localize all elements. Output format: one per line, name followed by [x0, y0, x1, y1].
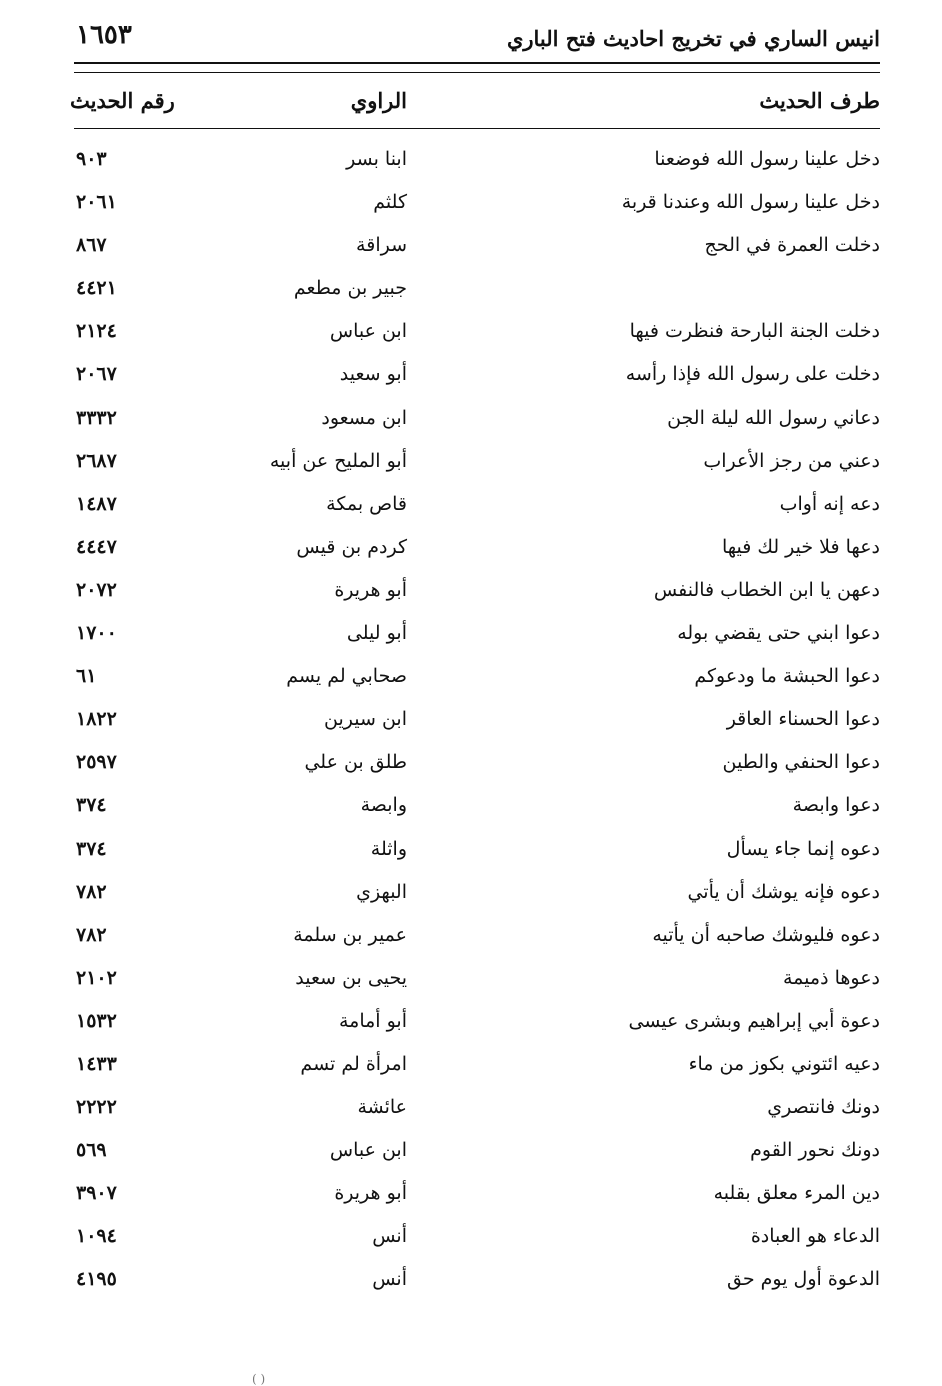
- narrator-name: ابن مسعود: [321, 406, 407, 429]
- hadith-number: ٣٣٣٢: [76, 406, 117, 429]
- narrator-name: يحيى بن سعيد: [295, 966, 407, 989]
- hadith-number: ٤٤٤٧: [76, 535, 117, 558]
- table-row: [0, 1004, 942, 1047]
- hadith-number: ٢٠٦١: [76, 191, 117, 214]
- hadith-number: ١٥٣٢: [76, 1009, 117, 1032]
- table-row: [0, 142, 942, 185]
- hadith-number: ٦١: [76, 665, 97, 688]
- narrator-name: واثلة: [370, 837, 407, 860]
- narrator-name: أبو هريرة: [334, 578, 407, 601]
- hadith-number: ٧٨٢: [76, 880, 107, 903]
- hadith-text: دعيه ائتوني بكوز من ماء: [688, 1052, 880, 1075]
- header-rule: [74, 62, 880, 64]
- hadith-text: دعوه إنما جاء يسأل: [726, 837, 880, 860]
- narrator-name: أبو المليح عن أبيه: [269, 449, 407, 472]
- column-header-rule: [74, 128, 880, 129]
- hadith-number: ٢١٠٢: [76, 966, 117, 989]
- narrator-name: وابصة: [360, 794, 407, 817]
- hadith-text: دخلت العمرة في الحج: [704, 234, 880, 257]
- hadith-text: دعاني رسول الله ليلة الجن: [667, 406, 880, 429]
- running-title: انيس الساري في تخريج احاديث فتح الباري: [506, 26, 880, 51]
- table-row: [0, 616, 942, 659]
- narrator-name: أنس: [372, 1225, 407, 1248]
- narrator-name: صحابي لم يسم: [286, 665, 407, 688]
- narrator-name: أبو هريرة: [334, 1182, 407, 1205]
- narrator-name: قاص بمكة: [326, 492, 407, 515]
- hadith-text: دخل علينا رسول الله فوضعنا: [654, 148, 880, 170]
- narrator-name: كلثم: [373, 191, 407, 214]
- column-header-narrator: الراوي: [350, 88, 407, 113]
- table-row: [0, 444, 942, 487]
- hadith-number: ٤٤٢١: [76, 277, 117, 300]
- hadith-number: ٨٦٧: [76, 234, 107, 257]
- hadith-text: دعوا الحبشة ما ودعوكم: [694, 665, 880, 688]
- hadith-number: ٣٩٠٧: [76, 1182, 117, 1205]
- hadith-number: ١٠٩٤: [76, 1225, 117, 1248]
- narrator-name: جبير بن مطعم: [293, 277, 407, 300]
- hadith-text: دعوة أبي إبراهيم وبشرى عيسى: [628, 1009, 880, 1032]
- table-row: [0, 271, 942, 314]
- hadith-number: ٥٦٩: [76, 1139, 107, 1162]
- hadith-number: ٢٢٢٢: [76, 1096, 117, 1119]
- table-row: [0, 832, 942, 875]
- hadith-number: ١٨٢٢: [76, 708, 117, 731]
- narrator-name: كردم بن قيس: [296, 535, 407, 558]
- column-header-hadith: طرف الحديث: [759, 88, 880, 113]
- narrator-name: طلق بن علي: [304, 751, 407, 774]
- table-row: [0, 702, 942, 745]
- table-row: [0, 530, 942, 573]
- hadith-number: ٣٧٤: [76, 837, 107, 860]
- column-header-number: رقم الحديث: [70, 88, 175, 113]
- narrator-name: ابن عباس: [329, 1139, 407, 1162]
- narrator-name: البهزي: [356, 880, 407, 903]
- hadith-text: دعوا وابصة: [792, 794, 880, 817]
- table-row: [0, 1090, 942, 1133]
- table-row: [0, 487, 942, 530]
- table-row: [0, 788, 942, 831]
- table-row: [0, 314, 942, 357]
- hadith-text: دعها فلا خير لك فيها: [721, 535, 880, 558]
- hadith-number: ١٤٣٣: [76, 1052, 117, 1075]
- hadith-number: ١٤٨٧: [76, 492, 117, 515]
- hadith-text: دعوه فليوشك صاحبه أن يأتيه: [652, 923, 880, 946]
- hadith-text: دخلت على رسول الله فإذا رأسه: [625, 363, 880, 386]
- narrator-name: أبو أمامة: [338, 1009, 407, 1032]
- table-row: [0, 1219, 942, 1262]
- table-row: [0, 659, 942, 702]
- narrator-name: ابن سيرين: [324, 708, 407, 731]
- table-row: [0, 401, 942, 444]
- table-row: [0, 228, 942, 271]
- hadith-number: ٤١٩٥: [76, 1268, 117, 1291]
- hadith-number: ٧٨٢: [76, 923, 107, 946]
- hadith-number: ٢٠٧٢: [76, 578, 117, 601]
- header-rule-thin: [74, 72, 880, 73]
- hadith-text: دخل علينا رسول الله وعندنا قربة: [621, 191, 880, 214]
- table-row: [0, 1262, 942, 1305]
- table-row: [0, 875, 942, 918]
- hadith-text: دعهن يا ابن الخطاب فالنفس: [653, 578, 880, 601]
- hadith-text: دعه إنه أواب: [779, 492, 880, 515]
- hadith-index-table: [0, 142, 942, 1306]
- hadith-number: ٢٠٦٧: [76, 363, 117, 386]
- narrator-name: عائشة: [357, 1096, 407, 1119]
- hadith-text: دونك فانتصري: [767, 1096, 880, 1119]
- narrator-name: أبو سعيد: [339, 363, 407, 386]
- hadith-number: ٢٥٩٧: [76, 751, 117, 774]
- hadith-text: دعوه فإنه يوشك أن يأتي: [687, 880, 880, 903]
- hadith-text: الدعوة أول يوم حق: [727, 1268, 880, 1291]
- hadith-number: ١٧٠٠: [76, 622, 117, 645]
- narrator-name: امرأة لم تسم: [300, 1052, 407, 1075]
- table-row: [0, 918, 942, 961]
- table-row: [0, 357, 942, 400]
- table-row: [0, 961, 942, 1004]
- hadith-text: دعني من رجز الأعراب: [703, 449, 880, 472]
- table-row: [0, 1047, 942, 1090]
- table-row: [0, 745, 942, 788]
- table-row: [0, 573, 942, 616]
- hadith-number: ٣٧٤: [76, 794, 107, 817]
- hadith-number: ٩٠٣: [76, 148, 107, 170]
- narrator-name: أبو ليلى: [346, 622, 407, 645]
- narrator-name: ابن عباس: [329, 320, 407, 343]
- hadith-text: الدعاء هو العبادة: [750, 1225, 880, 1248]
- narrator-name: ابنا بسر: [346, 148, 407, 170]
- table-row: [0, 1176, 942, 1219]
- hadith-text: دعوا ابني حتى يقضي بوله: [677, 622, 880, 645]
- hadith-text: دين المرء معلق بقلبه: [713, 1182, 880, 1205]
- hadith-text: دعوها ذميمة: [782, 966, 880, 989]
- scan-mark: ( ): [252, 1372, 266, 1386]
- hadith-text: دعوا الحنفي والطين: [722, 751, 880, 774]
- hadith-text: دونك نحور القوم: [750, 1139, 880, 1162]
- narrator-name: سراقة: [356, 234, 407, 257]
- narrator-name: أنس: [372, 1268, 407, 1291]
- narrator-name: عمير بن سلمة: [293, 923, 407, 946]
- table-row: [0, 185, 942, 228]
- hadith-text: دخلت الجنة البارحة فنظرت فيها: [629, 320, 880, 343]
- hadith-number: ٢١٢٤: [76, 320, 117, 343]
- page-number: ١٦٥٣: [76, 20, 132, 50]
- hadith-number: ٢٦٨٧: [76, 449, 117, 472]
- hadith-text: دعوا الحسناء العاقر: [726, 708, 880, 731]
- table-row: [0, 1133, 942, 1176]
